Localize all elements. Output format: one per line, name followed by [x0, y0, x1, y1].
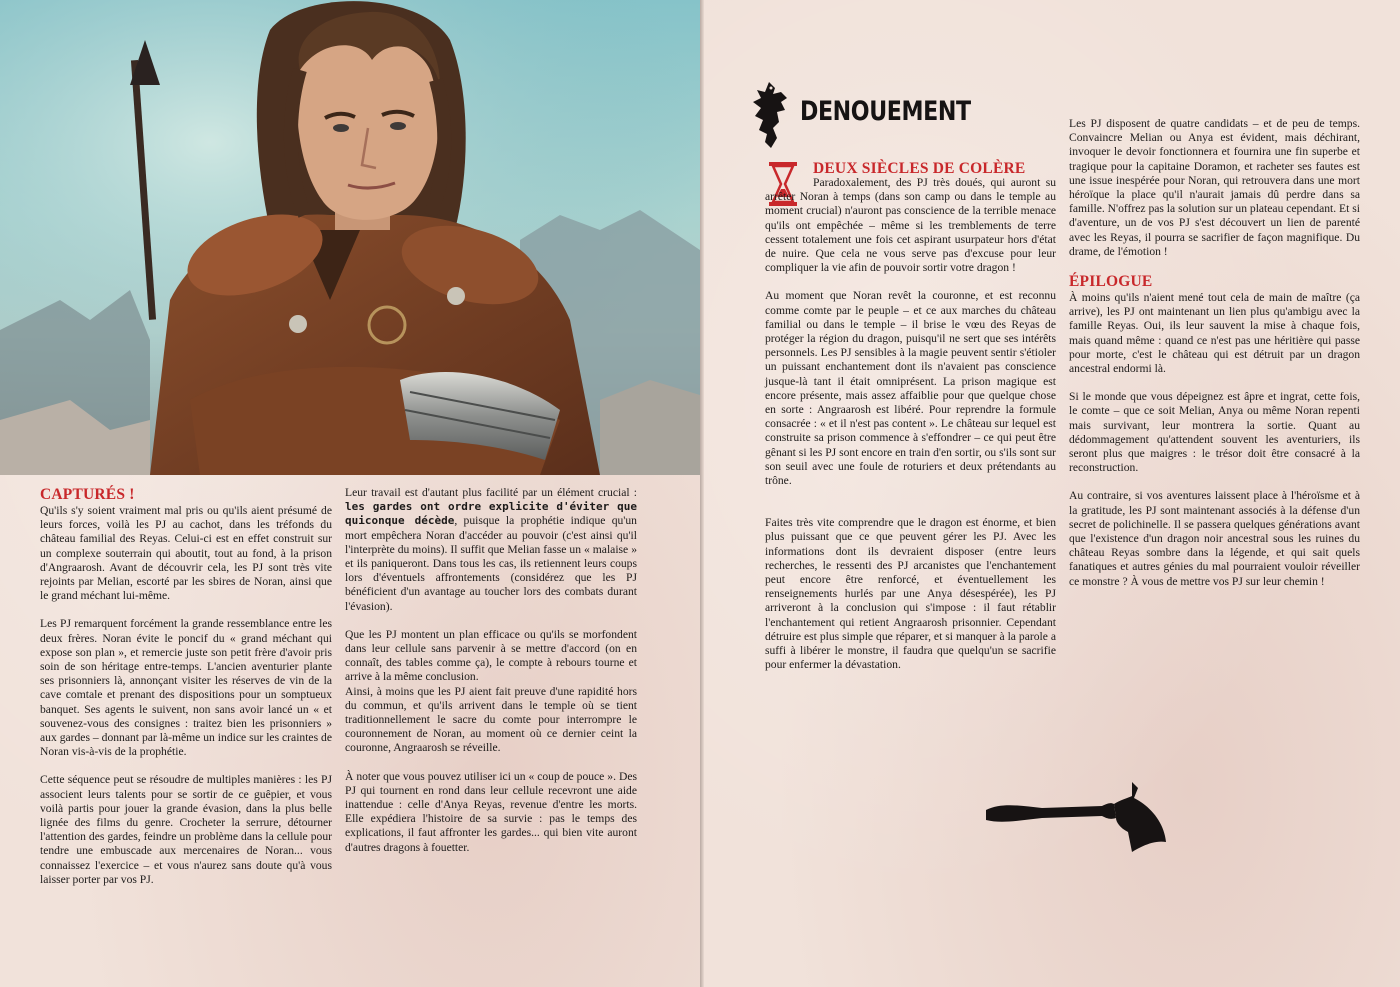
- bold-guard-order: les gardes ont ordre explicite d'éviter que quiconque décède: [345, 500, 637, 528]
- paragraph-epilogue-2: Si le monde que vous dépeignez est âpre et ingrat, cette fois, le comte – que ce soit Melian, Anya ou même Noran repenti mais survivant, leur montrera la sortie. Quant au dédommagement qu'attendent souvent les aventuriers, ils seront plus que maigres : le trésor doit être consacré à la reconstruction.: [1069, 390, 1360, 475]
- column-left-2: [345, 486, 637, 869]
- paragraph-colere-1: Paradoxalement, des PJ très doués, qui auront su arrêter Noran à temps (dans son camp ou dans le temple au moment crucial) n'auront pas conscience de la terrible menace qu'ils ont empêchée – même si les tremblements de terre cessent totalement une fois cet aspirant usurpateur hors d'état de nuire. Que cela ne vous serve pas d'excuse pour leur compliquer la vie afin de pouvoir sortir votre dragon !: [765, 176, 1056, 275]
- paragraph-epilogue-1: À moins qu'ils n'aient mené tout cela de main de maître (ça arrive), les PJ ont maintenant un lien plus qu'ambigu avec la famille Reyas. Oui, ils leur sauvent la mise à chaque fois, mais quand même : quand ce n'est pas une héritière qui passe pour morte, c'est le château qui est détruit par un dragon ancestral endormi là.: [1069, 291, 1360, 376]
- axe-icon: [982, 780, 1168, 852]
- paragraph-captures-1: Qu'ils s'y soient vraiment mal pris ou qu'ils aient présumé de leurs forces, voilà les PJ au cachot, dans les tréfonds du château familial des Reyas. Celui-ci est en effet construit sur un complexe souterrain qui aboutit, tout au fond, à la prison d'Angraarosh. Avant de découvrir cela, les PJ sont très vite rejoints par Melian, escorté par les sbires de Noran, ainsi que le grand méchant lui-même.: [40, 504, 332, 603]
- heading-deux-siecles: DEUX SIÈCLES DE COLÈRE: [813, 160, 1026, 177]
- paragraph-colere-3: Faites très vite comprendre que le dragon est énorme, et bien plus puissant que ce que peuvent gérer les PJ. Avec les informations dont ils devraient disposer (entre leurs recherches, le ressenti des PJ arcanistes que l'enchantement peut encore être renforcé, et éventuellement les renseignements hurlés par une Anya désespérée), les PJ arriveront à la conclusion qui s'impose : il faut rétablir l'enchantement qui retient Angraarosh prisonnier. Cependant détruire est plus simple que réparer, et si manquer à la parole a suffi à libérer le monstre, il faudra que quelqu'un se sacrifie pour enfermer la dévastation.: [765, 516, 1056, 672]
- paragraph-epilogue-3: Au contraire, si vos aventures laissent place à l'héroïsme et à la gratitude, les PJ sont maintenant associés à la défense d'un secret de polichinelle. Il se passera quelques générations avant que l'existence d'un dragon noir ancestral sous les ruines du château Reyas sombre dans la légende, et qui sait quels fanatiques et autres génies du mal pourraient vouloir réveiller ce monstre ? À vous de mettre vos PJ sur leur chemin !: [1069, 489, 1360, 588]
- paragraph-coup-de-pouce: À noter que vous pouvez utiliser ici un « coup de pouce ». Des PJ qui tournent en rond dans leur cellule recevront une aide inattendue : celle d'Anya Reyas, revenue d'entre les morts. Elle expédiera l'histoire de sa survie : pas le temps des explications, il faut affronter les gardes... qui bien vite auront d'autres dragons à fouetter.: [345, 769, 637, 854]
- paragraph-candidats: Les PJ disposent de quatre candidats – et de peu de temps. Convaincre Melian ou Anya est évident, mais déchirant, invoquer le devoir fonctionnera et fournira une fin superbe et tragique pour la capitaine Doramon, et racheter ses fautes est une issue inespérée pour Noran, qui retrouvera dans une mort héroïque la place qu'il n'aurait jamais dû perdre dans sa famille. N'offrez pas la solution sur un plateau cependant. Et si d'aventure, un de vos PJ s'est découvert un lien de parenté avec les Reyas, il pourra se sacrifier de façon magnifique. Du drame, de l'émotion !: [1069, 117, 1360, 258]
- paragraph-countdown: Que les PJ montent un plan efficace ou qu'ils se morfondent dans leur cellule sans parvenir à se mettre d'accord (on en connaît, des tables comme ça), le compte à rebours tourne et arrive à la même conclusion.: [345, 627, 637, 684]
- paragraph-captures-2: Les PJ remarquent forcément la grande ressemblance entre les deux frères. Noran évite le poncif du « grand méchant qui expose son plan », et remercie juste son petit frère d'avoir pris soin de son héritage entre-temps. L'ancien aventurier plante ses prisonniers là, annonçant visiter les réserves de vin de la cave comtale et prenant des dispositions pour un somptueux banquet. Ses agents le suivent, non sans avoir lancé un « et souvenez-vous des consignes : traitez bien les prisonniers » aux gardes – donnant par là-même un indice sur les craintes de Noran vis-à-vis de la prophétie.: [40, 617, 332, 759]
- paragraph-colere-2: Au moment que Noran revêt la couronne, et est reconnu comme comte par le peuple – et ce aux marches du château familial ou dans le temple – il brise le vœu des Reyas de protéger la région du dragon, puisqu'il ne sert que ses intérêts personnels. Les PJ sensibles à la magie peuvent sentir s'étioler un puissant enchantement dont ils n'avaient pas conscience jusque-là tant il était omniprésent. La prison magique est encore présente, mais assez affaiblie pour que quelque chose en sorte : Angraarosh est libéré. Pour reprendre la formule consacrée : « et il n'est pas content ». Le château sur lequel est construite sa prison commence à s'effondrer – ce qui peut être gênant si les PJ sont encore en train d'en sortir, ou s'ils sont sur son seuil avec une foule de roturiers et deux prétendants au trône.: [765, 289, 1056, 488]
- character-illustration: [0, 0, 700, 475]
- column-right-2: [1069, 117, 1360, 603]
- heading-epilogue: ÉPILOGUE: [1069, 273, 1153, 291]
- dragon-icon: [747, 78, 791, 152]
- column-colere: [765, 176, 1056, 687]
- paragraph-crucial: Leur travail est d'autant plus facilité par un élément crucial : les gardes ont ordre explicite d'éviter que quiconque décède, puisque la prophétie indique qu'un mort empêchera Noran d'accéder au pouvoir (c'est ainsi qu'il l'interprète du moins). Il suffit que Melian fasse un « malaise » et ils paniqueront. Dans tous les cas, ils retiennent leurs coups lors d'éventuels affrontements (considérez que les PJ bénéficient d'un avantage au toucher lors des combats durant l'évasion).: [345, 486, 637, 613]
- portrait-of-noran: [0, 0, 700, 475]
- heading-captures: CAPTURÉS !: [40, 486, 135, 503]
- paragraph-awakening: Ainsi, à moins que les PJ aient fait preuve d'une rapidité hors du commun, et qu'ils arrivent dans le temple où se tient traditionnellement le sacre du comte pour interrompre le couronnement de Noran, au moment où ce dernier ceint la couronne, Angraarosh se réveille.: [345, 684, 637, 755]
- chapter-title: DENOUEMENT: [800, 96, 971, 127]
- paragraph-captures-3: Cette séquence peut se résoudre de multiples manières : les PJ associent leurs talents pour se sortir de ce guêpier, et vous voilà partis pour jouer la grande évasion, dans la plus belle lignée des films du genre. Crocheter la serrure, détourner l'attention des gardes, feindre un problème dans la cellule pour tendre une embuscade aux mercenaires de Noran... vous connaissez l'exercice – et vous n'aurez sans doute qu'à vous laisser porter par vos PJ.: [40, 773, 332, 886]
- column-captures: [40, 486, 332, 901]
